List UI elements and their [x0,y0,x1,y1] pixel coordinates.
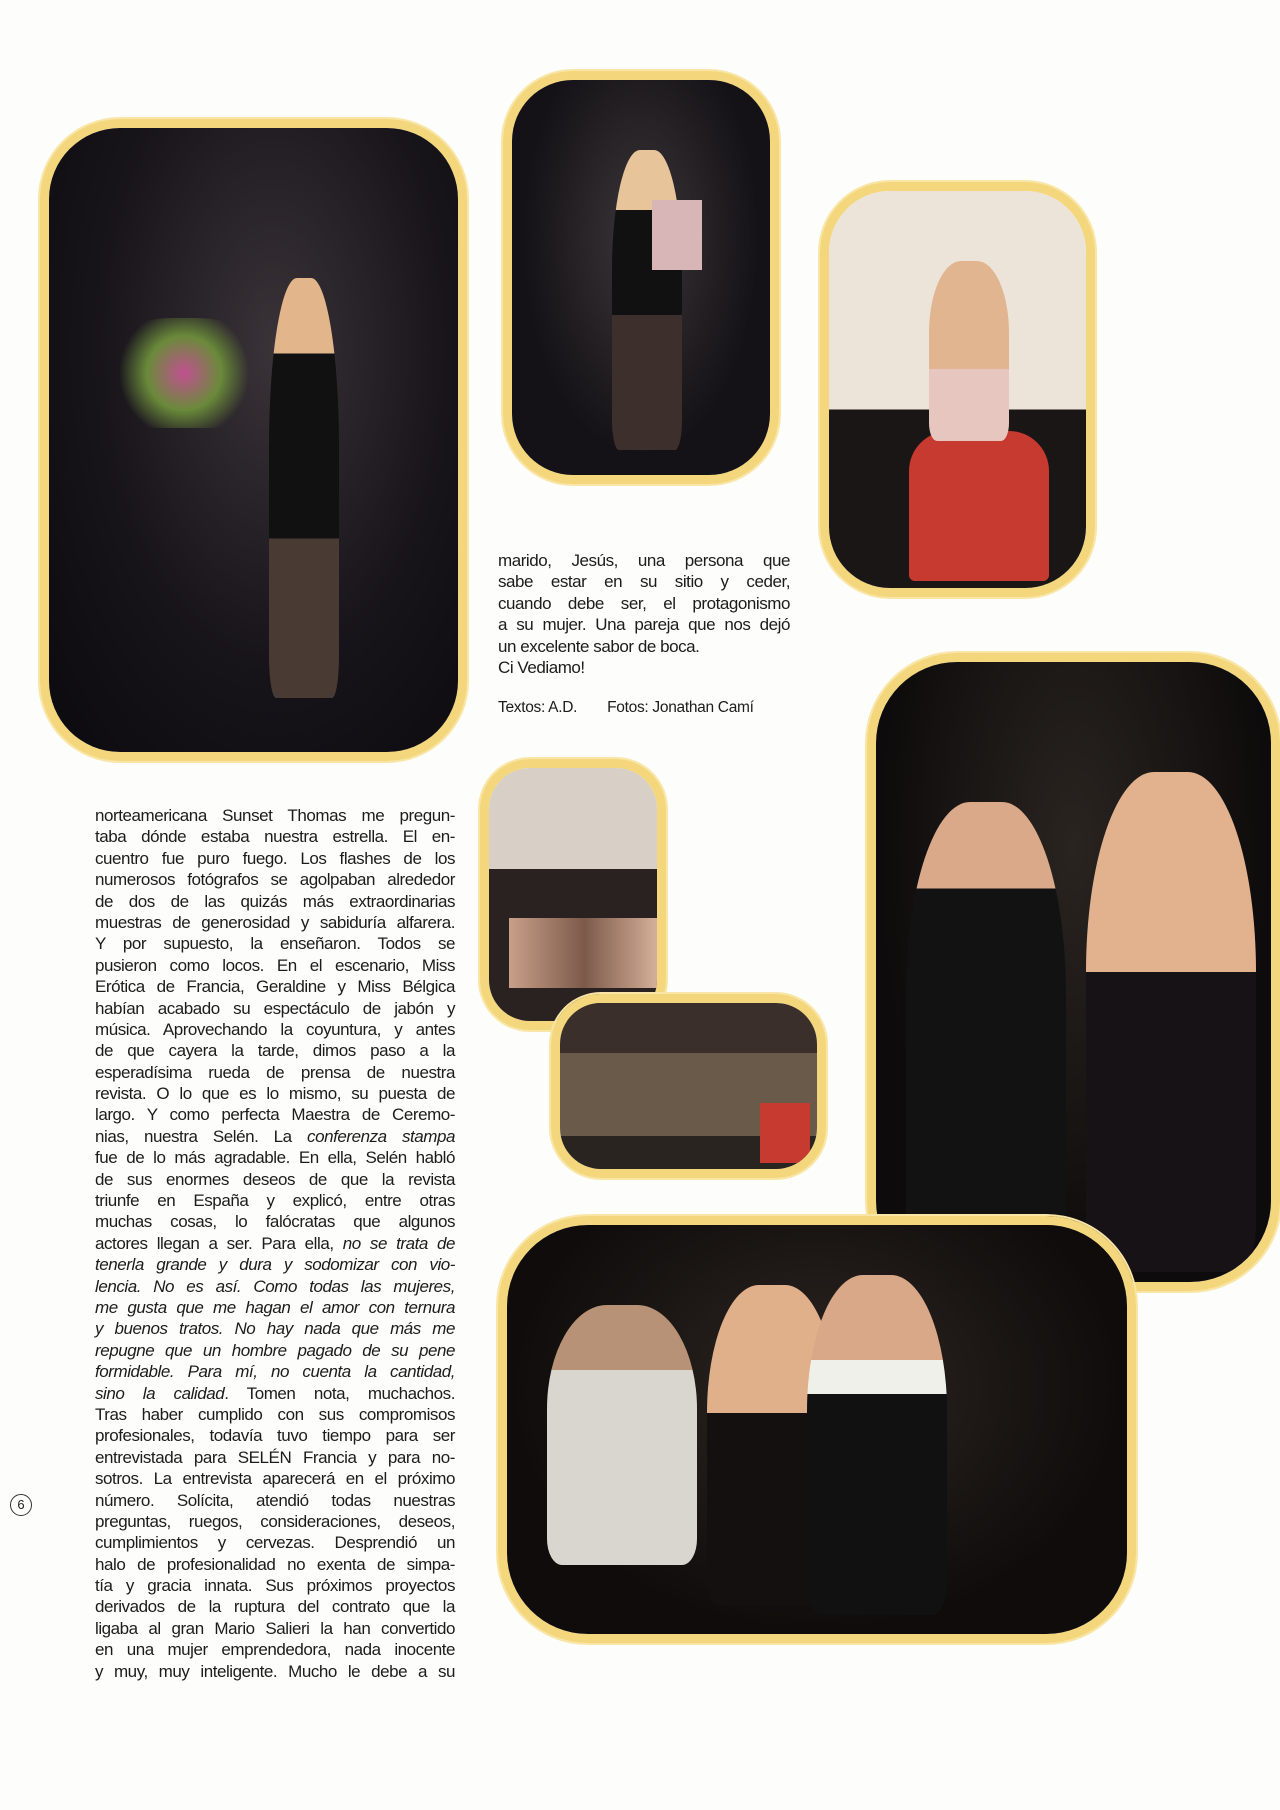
text-span: un excelente sabor de boca. [498,636,700,656]
photo-woman-with-flowers [40,119,467,761]
italic-quote: repugne que un hombre pagado de su pene [95,1340,455,1360]
text-line [95,1019,455,1040]
text-line [95,891,455,912]
text-line [95,1554,455,1575]
text-span: pusieron como locos. En el escenario, Miss [95,955,455,975]
text-line [95,1211,455,1232]
text-line [95,1490,455,1511]
text-span: habían acabado su espectáculo de jabón y [95,998,455,1018]
text-span: tía y gracia innata. Sus próximos proyectos [95,1576,455,1596]
text-span: triunfe en España y explicó, entre otras [95,1191,455,1211]
text-line [95,998,455,1019]
credits-texts: Textos: A.D. [498,699,578,716]
text-span: taba dónde estaba nuestra estrella. El en- [95,827,455,847]
text-span: de dos de las quizás más extraordinarias [95,891,455,911]
photo-signing-magazines [480,759,666,1030]
text-line [95,805,455,826]
text-span: halo de profesionalidad no exenta de simpa- [95,1554,455,1574]
text-line [498,657,790,678]
text-line [498,571,790,592]
text-line [95,1661,455,1682]
text-line [95,1447,455,1468]
text-line [95,1404,455,1425]
text-line [95,1511,455,1532]
text-line [95,933,455,954]
italic-quote: formidable. Para mí, no cuenta la cantidad, [95,1362,455,1382]
text-line [95,955,455,976]
text-span: cuando debe ser, el protagonismo [498,593,790,613]
text-line [95,1169,455,1190]
italic-quote: conferenza stampa [307,1126,455,1146]
photo-woman-on-table [820,182,1095,597]
text-span: actores llegan a ser. Para ella, [95,1233,343,1253]
text-line [498,614,790,635]
text-line [95,1361,455,1382]
text-span: numerosos fotógrafos se agolpaban alrededor [95,870,455,890]
text-span: nias, nuestra Selén. La [95,1126,308,1146]
italic-quote: lencia. No es así. Como todas las mujeres, [95,1276,455,1296]
text-span: ligaba al gran Mario Salieri la han convertido [95,1618,455,1638]
text-span: Erótica de Francia, Geraldine y Miss Bélgica [95,977,455,997]
text-line [95,1147,455,1168]
text-span: . Tomen nota, muchachos. [224,1383,455,1403]
text-line [95,1276,455,1297]
text-line [95,848,455,869]
text-span: en una mujer emprendedora, nada inocente [95,1640,455,1660]
text-span: derivados de la ruptura del contrato que la [95,1597,455,1617]
text-line [95,1639,455,1660]
text-span: muestras de generosidad y sabiduría alfarera. [95,912,455,932]
text-span: Y por supuesto, la enseñaron. Todos se [95,934,455,954]
photo-couple-kissing [498,1216,1136,1643]
text-line [95,1468,455,1489]
italic-quote: me gusta que me hagan el amor con ternura [95,1297,455,1317]
italic-quote: y buenos tratos. No hay nada que más me [95,1319,455,1339]
text-span: de sus enormes deseos de que la revista [95,1169,455,1189]
credits [498,697,754,718]
text-span: entrevistada para SELÉN Francia y para no- [95,1447,455,1467]
text-span: de que cayera la tarde, dimos paso a la [95,1041,455,1061]
photo-woman-with-magazine [503,71,779,484]
text-span: música. Aprovechando la coyuntura, y antes [95,1019,455,1039]
text-span: número. Solícita, atendió todas nuestras [95,1490,455,1510]
text-line [95,1318,455,1339]
text-span: a su mujer. Una pareja que nos dejó [498,615,790,635]
text-line [498,636,790,657]
text-line [95,1618,455,1639]
text-span: esperadísima rueda de prensa de nuestra [95,1062,455,1082]
text-span: fue de lo más agradable. En ella, Selén habló [95,1148,455,1168]
article-body-right-column [498,550,790,678]
text-line [95,1126,455,1147]
text-span: Ci Vediamo! [498,657,585,677]
text-line [95,1233,455,1254]
text-line [95,1104,455,1125]
text-line [95,1083,455,1104]
text-span: cuentro fue puro fuego. Los flashes de los [95,848,455,868]
text-span: cumplimientos y cervezas. Desprendió un [95,1533,455,1553]
text-span: revista. O lo que es lo mismo, su puesta de [95,1084,455,1104]
text-span: Tras haber cumplido con sus compromisos [95,1404,455,1424]
text-line [95,1575,455,1596]
text-span: muchas cosas, lo falócratas que algunos [95,1212,455,1232]
text-span: largo. Y como perfecta Maestra de Ceremo- [95,1105,455,1125]
text-line [498,593,790,614]
text-span: marido, Jesús, una persona que [498,551,790,570]
page-number: 6 [10,1494,32,1516]
text-line [95,1532,455,1553]
text-span: sabe estar en su sitio y ceder, [498,572,790,592]
text-span: y muy, muy inteligente. Mucho le debe a su [95,1661,455,1681]
text-line [95,1254,455,1275]
italic-quote: sino la calidad [95,1383,225,1403]
text-line [95,1596,455,1617]
photo-couple-smiling [867,653,1280,1291]
text-line [95,1383,455,1404]
text-line [95,1062,455,1083]
text-line [95,826,455,847]
italic-quote: no se trata de [342,1233,455,1253]
text-line [95,1040,455,1061]
text-span: norteamericana Sunset Thomas me pregun- [95,806,455,825]
text-line [498,550,790,571]
text-line [95,912,455,933]
text-span: sotros. La entrevista aparecerá en el próximo [95,1469,455,1489]
text-line [95,1340,455,1361]
text-line [95,1190,455,1211]
text-line [95,1297,455,1318]
text-line [95,1425,455,1446]
text-line [95,976,455,997]
article-body-left-column [95,805,455,1682]
italic-quote: tenerla grande y dura y sodomizar con vio- [95,1255,455,1275]
photo-press-crowd [551,994,826,1178]
credits-photos: Fotos: Jonathan Camí [607,699,754,716]
text-span: profesionales, todavía tuvo tiempo para ser [95,1426,455,1446]
text-span: preguntas, ruegos, consideraciones, deseos, [95,1511,455,1531]
text-line [95,869,455,890]
